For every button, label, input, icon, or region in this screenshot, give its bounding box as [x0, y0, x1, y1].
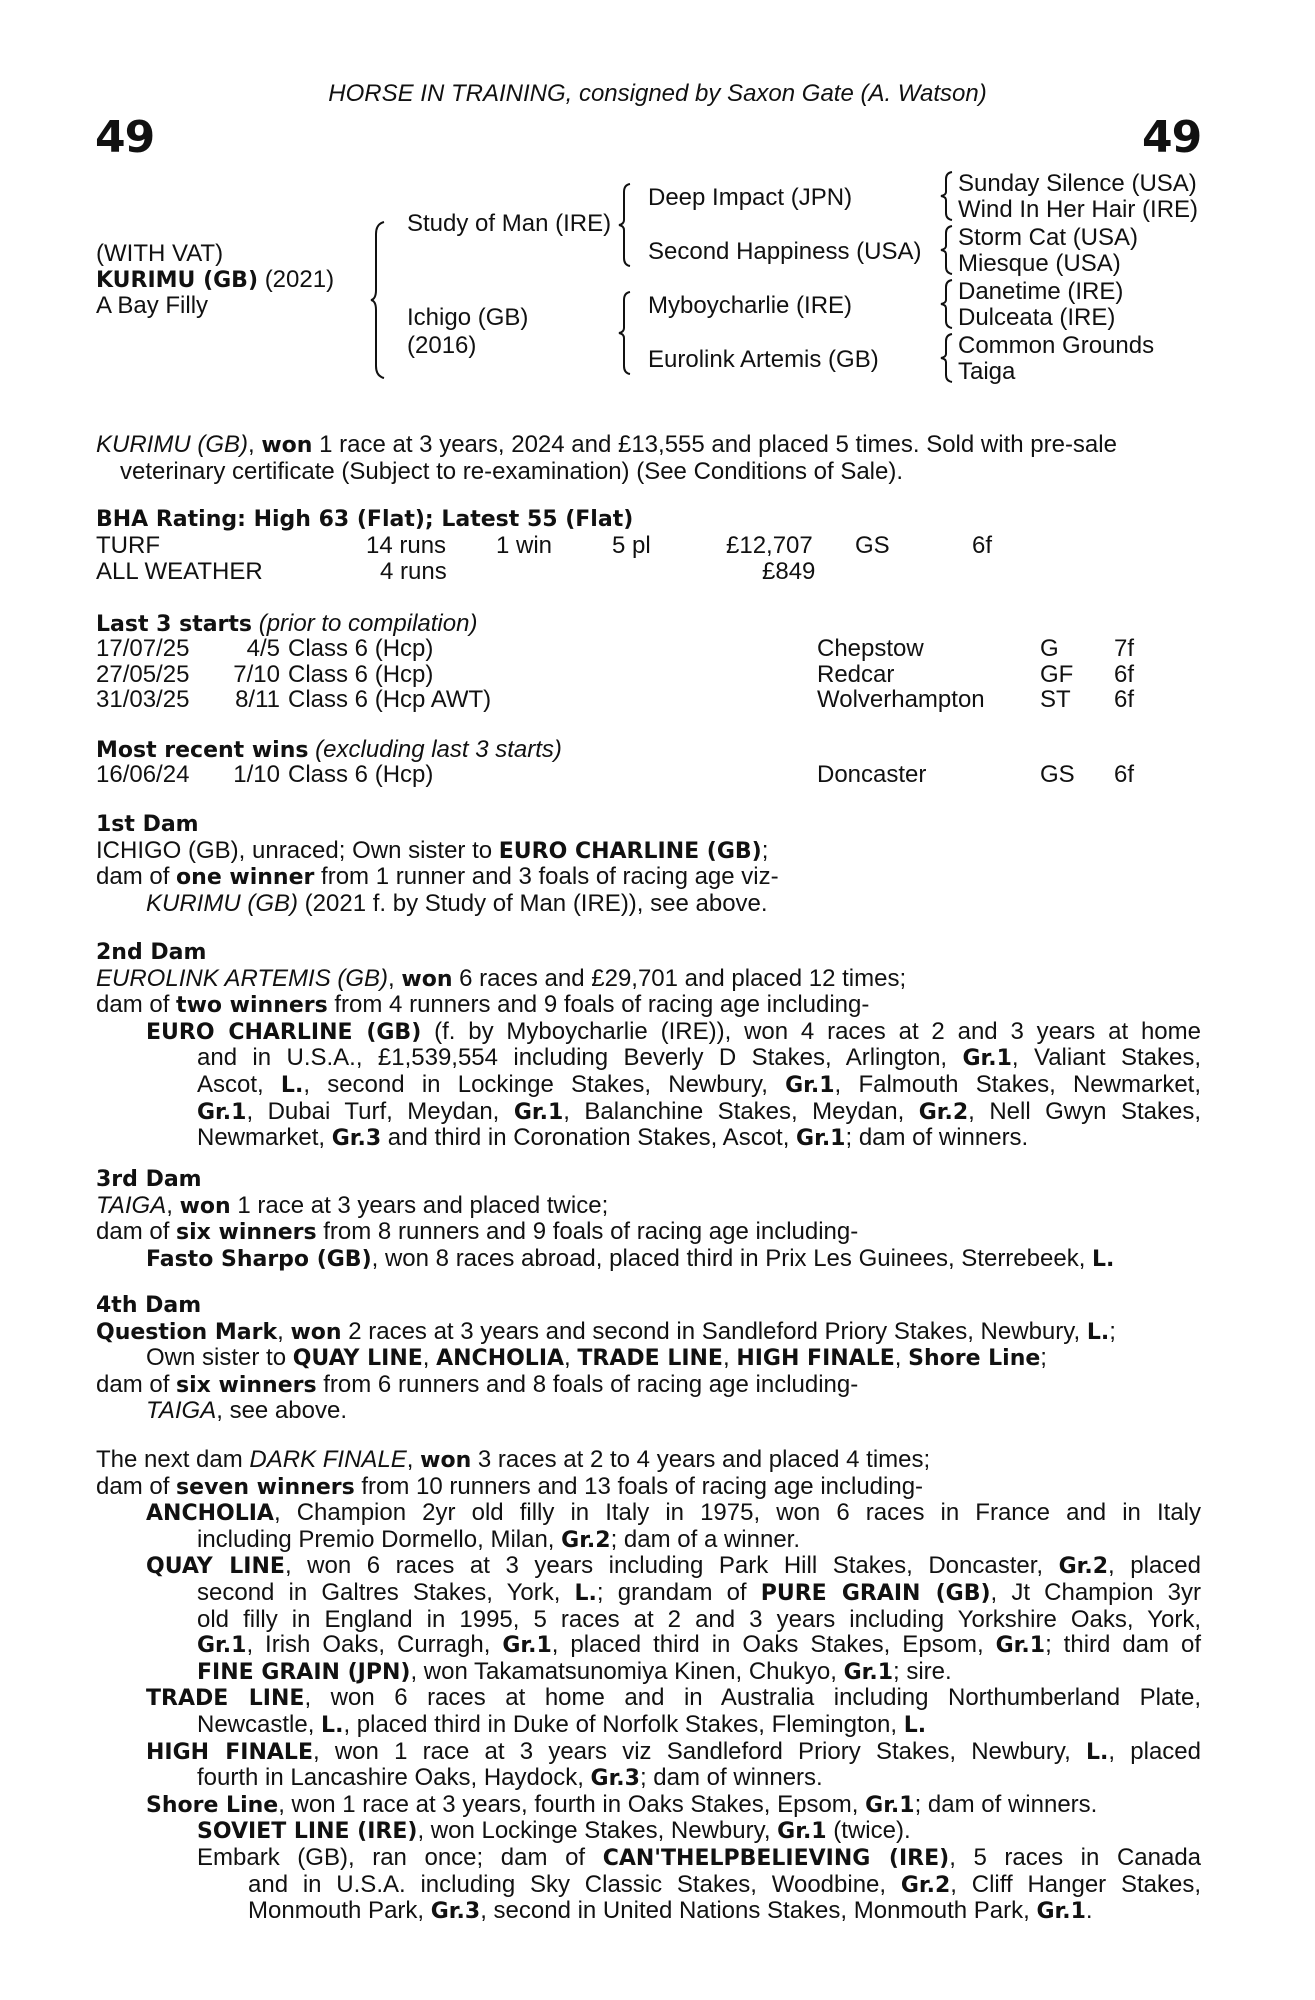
- text: , Champion 2yr old filly in Italy in 1975, won 6 races in France and in Italy: [273, 1499, 1201, 1527]
- grade: L.: [903, 1712, 927, 1738]
- pedigree-dam-year: (2016): [407, 332, 477, 359]
- text: ; dam of winners.: [914, 1790, 1098, 1818]
- pedigree-g3-8: Taiga: [958, 358, 1016, 385]
- summary-line1: 1 race at 3 years, 2024 and £13,555 and placed 5 times. Sold with pre-sale: [312, 431, 1117, 458]
- pedigree-g3-2: Wind In Her Hair (IRE): [958, 196, 1199, 223]
- page-header-title: HORSE IN TRAINING, consigned by Saxon Gate (A. Watson): [328, 80, 987, 107]
- progeny-name: FINE GRAIN (JPN): [197, 1659, 411, 1685]
- progeny-embark: [96, 1845, 1201, 1872]
- text: fourth in Lancashire Oaks, Haydock,: [197, 1764, 591, 1792]
- text: from 6 runners and 8 foals of racing age including-: [316, 1370, 859, 1398]
- text: , Balanchine Stakes, Meydan,: [563, 1097, 919, 1125]
- text: ,: [894, 1344, 909, 1372]
- text: dam of: [96, 1472, 177, 1500]
- text: ICHIGO (GB), unraced; Own sister to: [96, 836, 499, 864]
- second-dam-section: [96, 940, 1201, 1152]
- progeny-ancholia: [96, 1500, 1201, 1527]
- text: second in Galtres Stakes, York,: [197, 1578, 575, 1606]
- text: ; grandam of: [596, 1578, 761, 1606]
- fourth-dam-heading: 4th Dam: [96, 1293, 202, 1318]
- text: , Irish Oaks, Curragh,: [246, 1631, 503, 1659]
- text: old filly in England in 1995, 5 races at 2 and 3 years including Yorkshire Oaks, York,: [197, 1605, 1201, 1633]
- last-starts-heading: Last 3 starts: [96, 612, 253, 637]
- text: dam of: [96, 863, 177, 891]
- pedigree-brace-g3-4: [940, 332, 954, 384]
- bha-going: GS: [855, 532, 890, 559]
- last-starts-note: (prior to compilation): [258, 610, 478, 637]
- start-course: Redcar: [817, 661, 895, 688]
- win-distance: 6f: [1114, 761, 1135, 788]
- start-race: Class 6 (Hcp): [288, 661, 434, 688]
- text: ,: [564, 1344, 578, 1372]
- offspring-name: TAIGA: [146, 1397, 217, 1425]
- text: ; sire.: [893, 1657, 952, 1685]
- start-going: ST: [1040, 686, 1071, 713]
- pedigree-sire: Study of Man (IRE): [407, 210, 612, 237]
- sister-name: TRADE LINE: [577, 1346, 723, 1372]
- progeny-trade-line: [96, 1685, 1201, 1712]
- text: from 1 runner and 3 foals of racing age viz-: [314, 863, 779, 891]
- text: ,: [722, 1344, 737, 1372]
- won-label: won: [290, 1319, 342, 1345]
- text: .: [1085, 1897, 1093, 1925]
- text: 2 races at 3 years and second in Sandleford Priory Stakes, Newbury,: [341, 1317, 1087, 1345]
- lot-number-right: 49: [1142, 112, 1202, 163]
- grade: Gr.1: [197, 1099, 247, 1125]
- text: ,: [166, 1191, 180, 1219]
- progeny-name: CAN'THELPBELIEVING (IRE): [602, 1845, 950, 1871]
- text: Monmouth Park,: [248, 1897, 431, 1925]
- text: , placed: [1108, 1737, 1201, 1765]
- horse-identity: [96, 266, 334, 295]
- start-race: Class 6 (Hcp): [288, 635, 434, 662]
- progeny-name: Fasto Sharpo (GB): [146, 1246, 372, 1272]
- pedigree-brace-dam: [618, 290, 632, 376]
- win-race: Class 6 (Hcp): [288, 761, 434, 788]
- text: ,: [422, 1344, 437, 1372]
- text: , Cliff Hanger Stakes,: [950, 1870, 1201, 1898]
- start-course: Wolverhampton: [817, 686, 985, 713]
- text: ,: [406, 1446, 421, 1473]
- grade: L.: [321, 1712, 344, 1738]
- next-dam-section: [96, 1447, 1201, 1925]
- pedigree-dam-dam: Eurolink Artemis (GB): [648, 346, 879, 373]
- pedigree-g3-1: Sunday Silence (USA): [958, 170, 1197, 197]
- grade: Gr.1: [513, 1099, 564, 1125]
- text: , won Takamatsunomiya Kinen, Chukyo,: [410, 1657, 844, 1685]
- bha-surface: TURF: [96, 532, 160, 559]
- start-going: GF: [1040, 661, 1074, 688]
- sister-name: Shore Line: [908, 1346, 1041, 1372]
- grade: Gr.3: [430, 1899, 481, 1925]
- sister-name: QUAY LINE: [292, 1346, 423, 1372]
- bha-runs: 14 runs: [366, 532, 447, 559]
- text: from 8 runners and 9 foals of racing age including-: [316, 1218, 859, 1246]
- start-date: 31/03/25: [96, 686, 190, 713]
- sister-name: ANCHOLIA: [436, 1346, 565, 1372]
- pedigree-brace-g3-3: [940, 278, 954, 330]
- dam-name: DARK FINALE: [249, 1446, 407, 1473]
- start-distance: 6f: [1114, 661, 1135, 688]
- start-distance: 6f: [1114, 686, 1135, 713]
- text: , won 8 races abroad, placed third in Prix Les Guinees, Sterrebeek,: [371, 1244, 1093, 1272]
- text: , won 6 races at 3 years including Park Hill Stakes, Doncaster,: [284, 1552, 1059, 1580]
- pedigree-g3-4: Miesque (USA): [958, 250, 1121, 277]
- first-dam-section: [96, 812, 1201, 916]
- grade: Gr.1: [785, 1072, 835, 1098]
- bha-prize: £12,707: [726, 532, 813, 559]
- text: dam of: [96, 991, 177, 1019]
- summary-won: won: [261, 433, 313, 458]
- grade: Gr.2: [918, 1099, 969, 1125]
- text: Newcastle,: [197, 1710, 322, 1738]
- text: (2021 f. by Study of Man (IRE)), see above.: [298, 889, 768, 917]
- progeny-name: TRADE LINE: [146, 1686, 305, 1712]
- grade: L.: [280, 1072, 304, 1098]
- bha-heading: BHA Rating: High 63 (Flat); Latest 55 (Flat): [96, 507, 634, 532]
- second-dam-heading: 2nd Dam: [96, 940, 207, 965]
- text: , Dubai Turf, Meydan,: [246, 1097, 514, 1125]
- grade: L.: [1086, 1319, 1110, 1345]
- progeny-high-finale: [96, 1739, 1201, 1766]
- win-position: 1/10: [233, 761, 280, 788]
- text: (twice).: [826, 1817, 911, 1845]
- grade: Gr.3: [590, 1766, 640, 1792]
- pedigree-g3-6: Dulceata (IRE): [958, 304, 1116, 331]
- text: ,: [277, 1317, 291, 1345]
- text: , Falmouth Stakes, Newmarket,: [834, 1070, 1202, 1098]
- text: The next dam: [96, 1446, 250, 1473]
- grade: Gr.3: [331, 1126, 382, 1152]
- last-starts-heading-line: [96, 610, 477, 638]
- horse-year: (2021): [264, 266, 335, 293]
- pedigree-brace-g3-1: [940, 170, 954, 222]
- progeny-quay-line: [96, 1553, 1201, 1580]
- win-going: GS: [1040, 761, 1075, 788]
- grade: L.: [1086, 1739, 1109, 1765]
- text: Own sister to: [146, 1344, 293, 1372]
- recent-wins-heading: Most recent wins: [96, 738, 309, 763]
- recent-wins-heading-line: [96, 736, 562, 764]
- start-distance: 7f: [1114, 635, 1135, 662]
- text: ,: [388, 964, 402, 992]
- winners-count: one winner: [176, 865, 315, 891]
- text: dam of: [96, 1218, 177, 1246]
- text: , Jt Champion 3yr: [990, 1578, 1202, 1606]
- text: ; dam of winners.: [639, 1764, 823, 1792]
- dam-name: EUROLINK ARTEMIS (GB): [96, 964, 389, 992]
- pedigree-dam: Ichigo (GB): [407, 304, 529, 331]
- text: and in U.S.A., £1,539,554 including Beverly D Stakes, Arlington,: [197, 1044, 963, 1072]
- bha-placed: 5 pl: [612, 532, 651, 559]
- start-course: Chepstow: [817, 635, 924, 662]
- text: and in U.S.A. including Sky Classic Stakes, Woodbine,: [248, 1870, 901, 1898]
- pedigree-sire-sire: Deep Impact (JPN): [648, 184, 853, 211]
- text: , second in Lockinge Stakes, Newbury,: [303, 1070, 786, 1098]
- grade: Gr.1: [995, 1633, 1046, 1659]
- text: ;: [761, 836, 769, 864]
- vat-note: (WITH VAT): [96, 240, 224, 267]
- bha-distance: 6f: [972, 532, 993, 559]
- text: , Valiant Stakes,: [1011, 1044, 1201, 1072]
- third-dam-section: [96, 1167, 1201, 1272]
- win-date: 16/06/24: [96, 761, 190, 788]
- pedigree-brace-main: [370, 220, 386, 380]
- start-date: 27/05/25: [96, 661, 190, 688]
- lot-number-left: 49: [95, 112, 155, 163]
- text: , won 1 race at 3 years, fourth in Oaks Stakes, Epsom,: [278, 1790, 866, 1818]
- dam-name: Question Mark: [96, 1319, 278, 1345]
- text: ; third dam of: [1045, 1631, 1201, 1659]
- progeny-soviet-line: [96, 1818, 1201, 1845]
- grade: Gr.1: [843, 1659, 893, 1685]
- progeny-name: PURE GRAIN (GB): [760, 1580, 991, 1606]
- pedigree-sire-dam: Second Happiness (USA): [648, 238, 922, 265]
- win-course: Doncaster: [817, 761, 927, 788]
- text: Ascot,: [197, 1070, 281, 1098]
- won-label: won: [401, 966, 453, 992]
- text: including Premio Dormello, Milan,: [197, 1525, 562, 1553]
- text: dam of: [96, 1370, 177, 1398]
- text: , 5 races in Canada: [949, 1843, 1202, 1871]
- winners-count: seven winners: [176, 1474, 355, 1500]
- pedigree-g3-5: Danetime (IRE): [958, 278, 1124, 305]
- winners-count: six winners: [176, 1220, 317, 1246]
- grade: Gr.2: [1058, 1554, 1109, 1580]
- text: , placed third in Oaks Stakes, Epsom,: [551, 1631, 996, 1659]
- grade: Gr.1: [777, 1819, 827, 1845]
- won-label: won: [420, 1448, 472, 1473]
- start-position: 7/10: [233, 661, 280, 688]
- offspring-name: KURIMU (GB): [146, 889, 298, 917]
- winners-count: six winners: [176, 1372, 317, 1398]
- grade: Gr.1: [1036, 1899, 1086, 1925]
- pedigree-dam-sire: Myboycharlie (IRE): [648, 292, 853, 319]
- pedigree-g3-3: Storm Cat (USA): [958, 224, 1139, 251]
- progeny-name: QUAY LINE: [146, 1554, 285, 1580]
- text: Newmarket,: [197, 1124, 332, 1152]
- progeny-name: HIGH FINALE: [146, 1739, 313, 1765]
- text: (f. by Myboycharlie (IRE)), won 4 races at 2 and 3 years at home: [421, 1017, 1201, 1045]
- text: 6 races and £29,701 and placed 12 times;: [452, 964, 907, 992]
- progeny-name: Shore Line: [146, 1792, 279, 1818]
- summary-line2: veterinary certificate (Subject to re-examination) (See Conditions of Sale).: [120, 457, 904, 485]
- text: 1 race at 3 years and placed twice;: [230, 1191, 609, 1219]
- text: , Nell Gwyn Stakes,: [968, 1097, 1202, 1125]
- grade: Gr.1: [197, 1633, 247, 1659]
- progeny-name: EURO CHARLINE (GB): [146, 1019, 422, 1045]
- sister-name: HIGH FINALE: [736, 1346, 895, 1372]
- grade: Gr.1: [962, 1046, 1012, 1072]
- text: 3 races at 2 to 4 years and placed 4 times;: [471, 1446, 931, 1473]
- grade: Gr.1: [502, 1633, 552, 1659]
- start-date: 17/07/25: [96, 635, 190, 662]
- dam-name: TAIGA: [96, 1191, 167, 1219]
- text: , won Lockinge Stakes, Newbury,: [417, 1817, 778, 1845]
- progeny-name: ANCHOLIA: [146, 1501, 274, 1527]
- grade: L.: [574, 1580, 597, 1606]
- horse-description: A Bay Filly: [96, 292, 209, 319]
- progeny-name: SOVIET LINE (IRE): [197, 1819, 418, 1845]
- third-dam-heading: 3rd Dam: [96, 1167, 202, 1192]
- text: ;: [1040, 1344, 1047, 1372]
- text: ;: [1109, 1317, 1116, 1345]
- text: ; dam of a winner.: [610, 1525, 801, 1553]
- text: and third in Coronation Stakes, Ascot,: [381, 1124, 797, 1152]
- start-position: 8/11: [235, 686, 280, 713]
- bha-surface: ALL WEATHER: [96, 558, 263, 585]
- grade: Gr.2: [561, 1527, 611, 1553]
- text: from 10 runners and 13 foals of racing age including-: [354, 1472, 924, 1500]
- pedigree-brace-g3-2: [940, 224, 954, 276]
- text: , won 1 race at 3 years viz Sandleford Priory Stakes, Newbury,: [312, 1737, 1086, 1765]
- horse-name: KURIMU (GB): [96, 268, 259, 293]
- bha-runs: 4 runs: [380, 558, 447, 585]
- recent-wins-note: (excluding last 3 starts): [315, 736, 562, 763]
- text: , placed: [1108, 1552, 1201, 1580]
- grade: Gr.1: [796, 1126, 846, 1152]
- text: Embark (GB), ran once; dam of: [197, 1843, 603, 1871]
- fourth-dam-section: [96, 1293, 1201, 1424]
- grade: L.: [1092, 1246, 1115, 1272]
- pedigree-brace-sire: [618, 182, 632, 268]
- text: , won 6 races at home and in Australia including Northumberland Plate,: [304, 1684, 1201, 1712]
- text: , second in United Nations Stakes, Monmouth Park,: [480, 1897, 1037, 1925]
- text: , see above.: [216, 1397, 347, 1425]
- winners-count: two winners: [176, 993, 328, 1019]
- first-dam-heading: 1st Dam: [96, 812, 199, 837]
- grade: Gr.1: [865, 1792, 915, 1818]
- grade: Gr.2: [900, 1872, 951, 1898]
- start-going: G: [1040, 635, 1059, 662]
- bha-prize: £849: [762, 558, 816, 585]
- bha-wins: 1 win: [496, 532, 553, 559]
- won-label: won: [179, 1193, 231, 1219]
- summary-horse-name: KURIMU (GB): [96, 431, 248, 458]
- summary-paragraph: KURIMU (GB), won 1 race at 3 years, 2024 and £13,555 and placed 5 times. Sold with pre-sale veterinary certificate (Subject to re-examination) (See Conditions of Sale).: [96, 432, 1201, 484]
- text: from 4 runners and 9 foals of racing age including-: [327, 991, 870, 1019]
- sibling-name: EURO CHARLINE (GB): [498, 838, 762, 864]
- pedigree-g3-7: Common Grounds: [958, 332, 1155, 359]
- text: ; dam of winners.: [845, 1124, 1029, 1152]
- text: , placed third in Duke of Norfolk Stakes, Flemington,: [343, 1710, 904, 1738]
- start-race: Class 6 (Hcp AWT): [288, 686, 492, 713]
- start-position: 4/5: [246, 635, 280, 662]
- progeny-shore-line: [96, 1792, 1201, 1819]
